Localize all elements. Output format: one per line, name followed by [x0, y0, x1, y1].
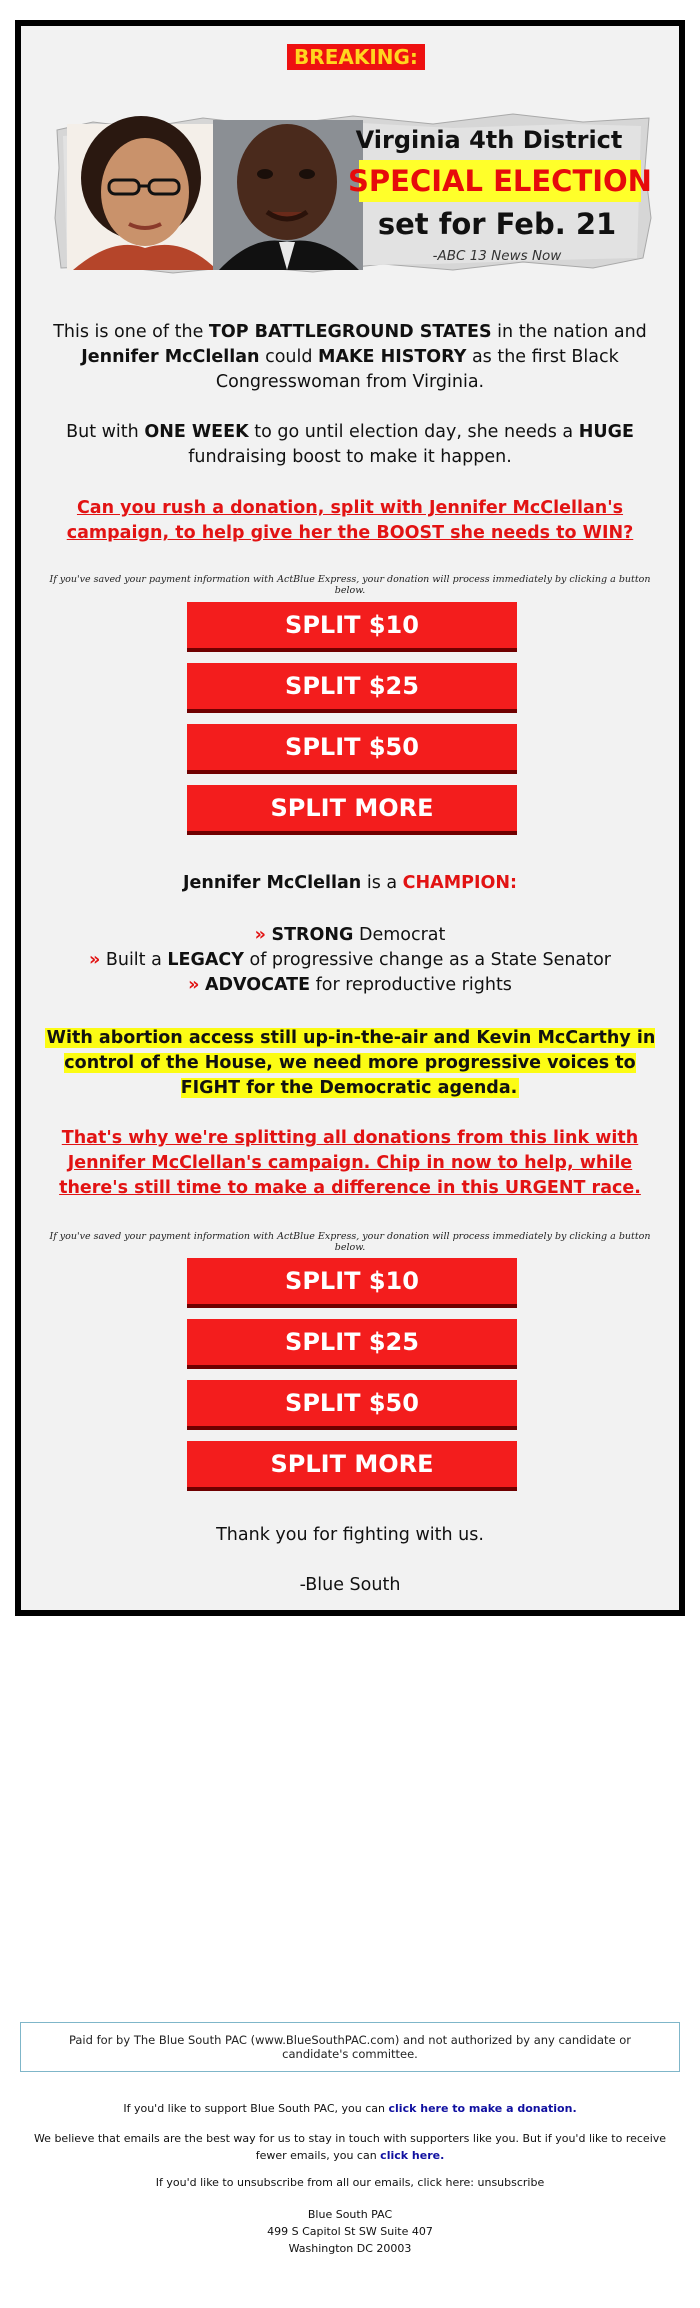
- split-50-button-2[interactable]: SPLIT $50: [187, 1380, 517, 1430]
- breaking-badge: BREAKING:: [287, 44, 425, 70]
- split-10-button[interactable]: SPLIT $10: [187, 602, 517, 652]
- hero-graphic: [53, 108, 653, 276]
- portrait-candidate: [213, 120, 363, 270]
- split-more-button-2[interactable]: SPLIT MORE: [187, 1441, 517, 1491]
- chevron-bullet-icon: »: [188, 975, 200, 995]
- split-50-button[interactable]: SPLIT $50: [187, 724, 517, 774]
- actblue-note-1: If you've saved your payment information with ActBlue Express, your donation will process immediately by clicking a button below.: [49, 574, 651, 596]
- fewer-emails-link[interactable]: click here.: [380, 2149, 445, 2162]
- hero-line-2: SPECIAL ELECTION: [348, 164, 652, 198]
- split-25-button-2[interactable]: SPLIT $25: [187, 1319, 517, 1369]
- intro-paragraph-1: This is one of the TOP BATTLEGROUND STATES in the nation and Jennifer McClellan could MAKE HISTORY as the first Black Congresswoman from Virginia.: [53, 322, 647, 392]
- hero-source: -ABC 13 News Now: [432, 248, 562, 264]
- chevron-bullet-icon: »: [88, 950, 101, 970]
- splitting-donations-link[interactable]: That's why we're splitting all donations from this link with Jennifer McClellan's campaign. Chip in now to help, while there's still time to make a difference in this URGENT race.: [59, 1128, 641, 1198]
- thanks-text: Thank you for fighting with us.: [216, 1525, 484, 1545]
- intro-paragraph-2: But with ONE WEEK to go until election day, she needs a HUGE fundraising boost to make it happen.: [66, 422, 634, 467]
- split-25-button[interactable]: SPLIT $25: [187, 663, 517, 713]
- hero-line-1: Virginia 4th District: [355, 126, 623, 154]
- split-10-button-2[interactable]: SPLIT $10: [187, 1258, 517, 1308]
- actblue-note-2: If you've saved your payment information with ActBlue Express, your donation will process immediately by clicking a button below.: [49, 1231, 651, 1253]
- portrait-jennifer-mcclellan: [67, 116, 217, 270]
- donation-ask-link[interactable]: Can you rush a donation, split with Jennifer McClellan's campaign, to help give her the BOOST she needs to WIN?: [66, 498, 634, 543]
- highlight-paragraph: With abortion access still up-in-the-air and Kevin McCarthy in control of the House, we need more progressive voices to FIGHT for the Democratic agenda.: [46, 1028, 656, 1098]
- champion-heading: Jennifer McClellan is a CHAMPION:: [183, 873, 517, 893]
- support-line: If you'd like to support Blue South PAC, you can click here to make a donation.: [123, 2102, 577, 2115]
- paid-for-disclaimer: Paid for by The Blue South PAC (www.BlueSouthPAC.com) and not authorized by any candidate or candidate's committee.: [20, 2022, 680, 2072]
- unsubscribe-line[interactable]: If you'd like to unsubscribe from all our emails, click here: unsubscribe: [155, 2176, 545, 2189]
- split-more-button[interactable]: SPLIT MORE: [187, 785, 517, 835]
- signature: -Blue South: [299, 1575, 401, 1595]
- hero-line-3: set for Feb. 21: [377, 207, 617, 241]
- email-body: [15, 20, 685, 1616]
- fewer-emails-line: We believe that emails are the best way for us to stay in touch with supporters like you. But if you'd like to receive fewer emails, you can click here.: [33, 2132, 667, 2162]
- donation-link[interactable]: click here to make a donation.: [388, 2102, 577, 2115]
- mailing-address: Blue South PAC 499 S Capitol St SW Suite 407 Washington DC 20003: [267, 2208, 433, 2255]
- hero-image[interactable]: [53, 108, 653, 276]
- champion-bullets: » STRONG Democrat » Built a LEGACY of progressive change as a State Senator » ADVOCATE for reproductive rights: [88, 925, 612, 995]
- chevron-bullet-icon: »: [254, 925, 266, 945]
